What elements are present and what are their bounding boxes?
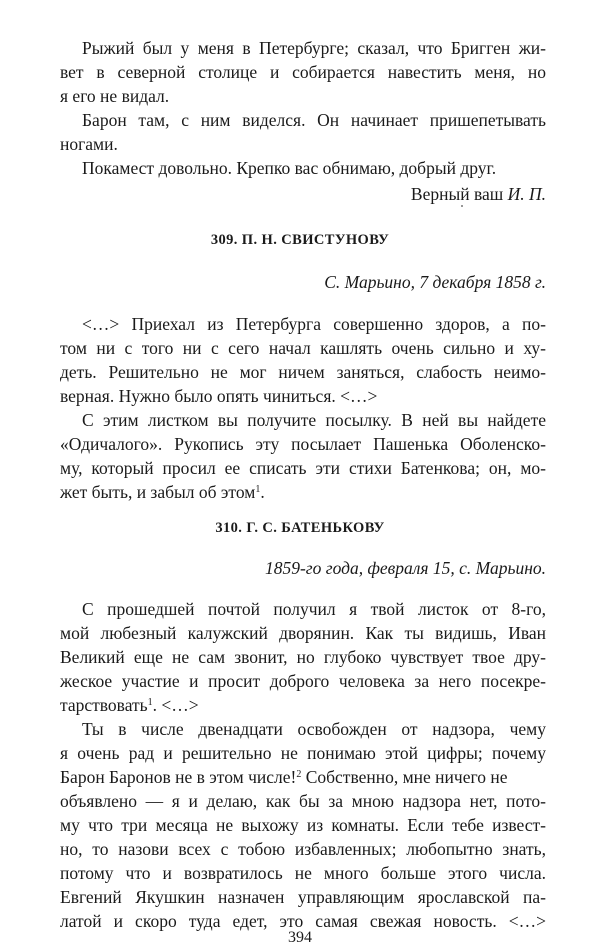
text-line [60, 693, 546, 717]
text-line: жеское участие и просит доброго человека за него посекре- [60, 671, 546, 691]
page-number: 394 [288, 929, 312, 946]
text-line: вет в северной столице и собирается навестить меня, но [60, 62, 546, 82]
text-line: му, который просил ее списать эти стихи Батенкова; он, мо- [60, 458, 546, 478]
text-line: но, то назови всех с тобою избавленных; любопытно знать, [60, 839, 546, 859]
text-line: му что три месяца не выхожу из комнаты. Если тебе извест- [60, 815, 546, 835]
text-line [60, 765, 546, 789]
text-line: «Одичалого». Рукопись эту посылает Пашенька Оболенско- [60, 434, 546, 454]
text-line: деть. Решительно не мог ничем заняться, слабость неимо- [60, 362, 546, 382]
text-line: Евгений Якушкин назначен управляющим ярославской па- [60, 887, 546, 907]
text-line: С этим листком вы получите посылку. В ней вы найдете [82, 410, 546, 430]
dateline: С. Марьино, 7 декабря 1858 г. [324, 272, 546, 292]
text-line: <…> Приехал из Петербурга совершенно здоров, а по- [82, 314, 546, 334]
text-span: . <…> [152, 695, 199, 715]
text-line: я его не видал. [60, 86, 170, 106]
footnote-mark: 2 [296, 769, 302, 780]
dateline: 1859-го года, февраля 15, с. Марьино. [264, 558, 546, 578]
text-line: латой и скоро туда едет, это самая свежая новость. <…> [60, 911, 546, 931]
text-line: Ты в числе двенадцати освобожден от надзора, чему [82, 719, 546, 739]
text-span: Барон Баронов не в этом числе! [60, 767, 297, 787]
text-line: объявлено — я и делаю, как бы за мною надзора нет, пото- [60, 791, 546, 811]
text-line: Покамест довольно. Крепко вас обнимаю, добрый друг. [82, 158, 497, 178]
text-line: верная. Нужно было опять чиниться. <…> [60, 386, 378, 406]
footnote-mark: 1 [147, 697, 153, 708]
letter-heading: 310. Г. С. БАТЕНЬКОВУ [215, 520, 385, 536]
text-span: тарствовать [60, 695, 148, 715]
text-line: Великий еще не сам звонит, но глубоко чувствует твое дру- [60, 647, 546, 667]
text-line: я очень рад и решительно не понимаю этой цифры; почему [60, 743, 546, 763]
signature: И. П. [507, 184, 546, 204]
text-line: потому что и возвратилось не много больше этого числа. [60, 863, 546, 883]
text-line: мой любезный калужский дворянин. Как ты видишь, Иван [60, 623, 546, 643]
closing-text: Верный ваш [410, 184, 504, 204]
print-speck [461, 205, 463, 207]
text-line: том ни с того ни с сего начал кашлять очень сильно и ху- [60, 338, 546, 358]
text-line: Рыжий был у меня в Петербурге; сказал, что Бригген жи- [82, 38, 546, 58]
text-line: Барон там, с ним виделся. Он начинает пришепетывать [82, 110, 546, 130]
text-line: ногами. [60, 134, 118, 154]
footnote-mark: 1 [255, 484, 261, 495]
text-span: жет быть, и забыл об этом [60, 482, 256, 502]
text-line: жет быть, и забыл об этом$^1$. [60, 482, 265, 502]
letter-heading: 309. П. Н. СВИСТУНОВУ [210, 232, 390, 248]
signature-line [60, 182, 546, 206]
text-line: С прошедшей почтой получил я твой листок от 8-го, [82, 599, 546, 619]
text-span: Собственно, мне ничего не [301, 767, 508, 787]
